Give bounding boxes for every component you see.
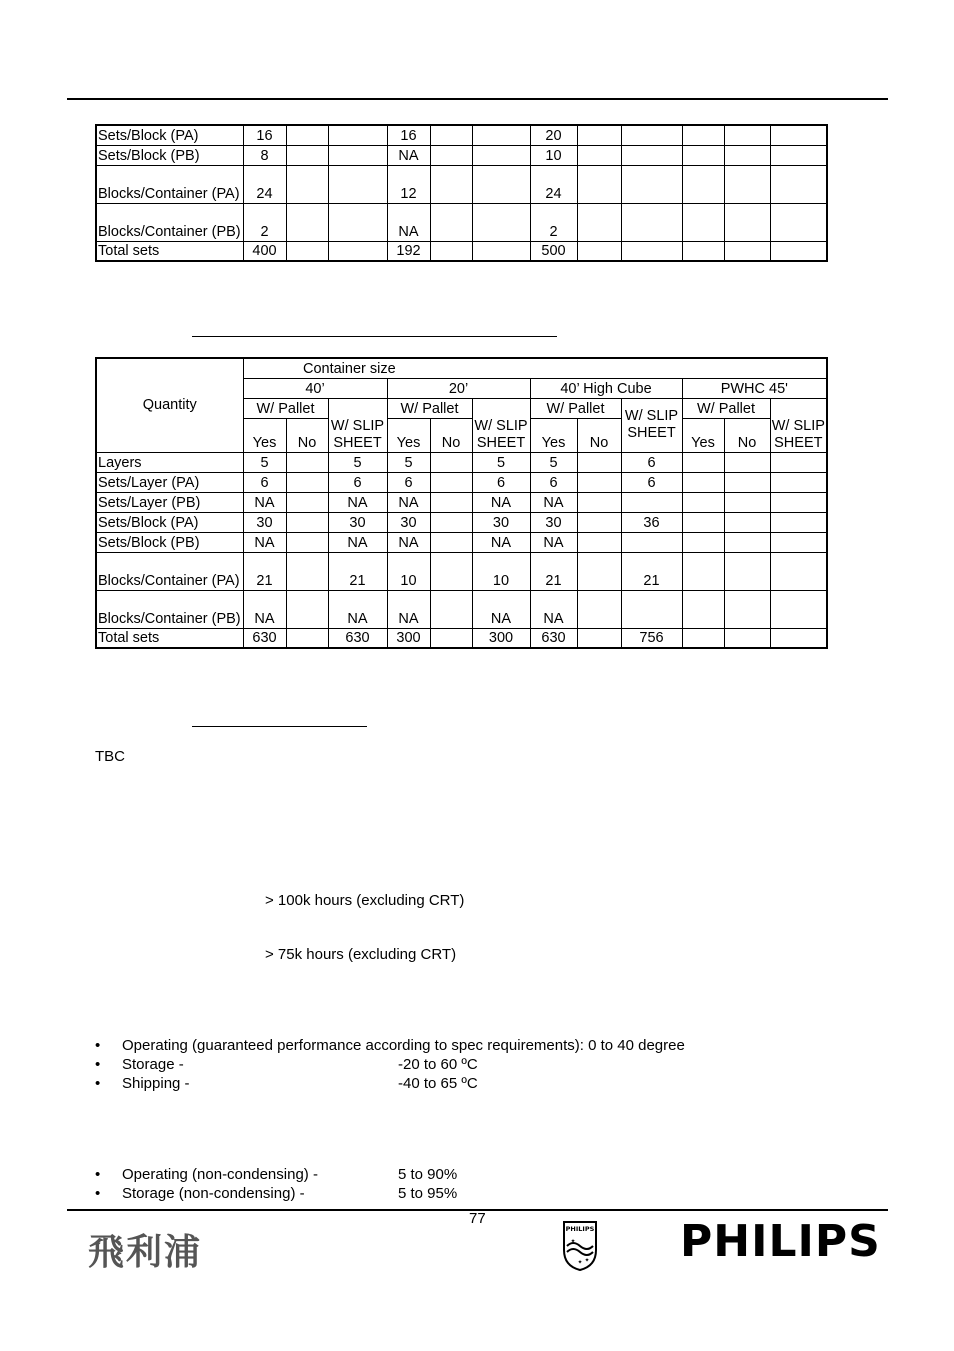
table-cell: 21 <box>530 552 577 590</box>
table-cell <box>770 628 827 648</box>
table-cell: 10 <box>472 552 530 590</box>
w-pallet-header: W/ Pallet <box>530 398 621 418</box>
table-cell <box>577 472 621 492</box>
table-cell: 400 <box>243 241 286 261</box>
table-cell <box>724 241 770 261</box>
table-cell: NA <box>328 532 387 552</box>
table-cell: 12 <box>387 165 430 203</box>
table-cell: NA <box>530 492 577 512</box>
w-slip-header: W/ SLIP SHEET <box>472 398 530 452</box>
bullet-icon: • <box>95 1056 101 1073</box>
philips-wordmark: PHILIPS <box>680 1216 881 1267</box>
table-cell <box>430 492 472 512</box>
w-slip-header: W/ SLIP SHEET <box>770 398 827 452</box>
table-cell <box>682 125 724 145</box>
table-cell <box>770 512 827 532</box>
table-cell <box>682 241 724 261</box>
w-pallet-header: W/ Pallet <box>682 398 770 418</box>
table-cell: 2 <box>530 203 577 241</box>
table-cell <box>577 628 621 648</box>
table-cell <box>577 512 621 532</box>
table-cell <box>770 532 827 552</box>
yes-header: Yes <box>530 418 577 452</box>
table-cell <box>724 452 770 472</box>
table-row <box>96 472 827 492</box>
table-cell <box>286 590 328 628</box>
table-row <box>96 165 827 203</box>
table-cell <box>770 452 827 472</box>
table-cell: NA <box>387 145 430 165</box>
table-cell: 30 <box>243 512 286 532</box>
table-cell <box>770 552 827 590</box>
group-40: 40’ <box>243 378 387 398</box>
philips-chinese-logo: 飛利浦 <box>88 1232 203 1273</box>
table-cell: 8 <box>243 145 286 165</box>
table-row <box>96 552 827 590</box>
table-cell: 630 <box>530 628 577 648</box>
table-cell <box>577 165 621 203</box>
bullet-icon: • <box>95 1185 101 1202</box>
table-cell <box>682 532 724 552</box>
svg-text:✦: ✦ <box>584 1258 590 1264</box>
table-cell: 630 <box>328 628 387 648</box>
table-row <box>96 241 827 261</box>
table-cell: 30 <box>387 512 430 532</box>
tbc-text: TBC <box>95 748 125 765</box>
mtbf-value-1: > 100k hours (excluding CRT) <box>265 892 465 909</box>
table-cell: 21 <box>621 552 682 590</box>
table-row <box>96 125 827 145</box>
table-cell <box>328 203 387 241</box>
table-cell <box>430 590 472 628</box>
table-cell: 5 <box>530 452 577 472</box>
temp-storage-label: Storage - <box>122 1056 184 1073</box>
table-cell <box>682 492 724 512</box>
yes-header: Yes <box>682 418 724 452</box>
table-cell: NA <box>387 590 430 628</box>
table-cell <box>621 492 682 512</box>
table-cell: NA <box>472 532 530 552</box>
philips-shield-icon <box>562 1220 598 1272</box>
table-cell: 30 <box>530 512 577 532</box>
table-cell: 10 <box>530 145 577 165</box>
table-cell: 6 <box>472 472 530 492</box>
table-cell: 6 <box>530 472 577 492</box>
table-cell <box>724 472 770 492</box>
table-cell <box>770 165 827 203</box>
table-cell <box>577 452 621 472</box>
table-cell <box>430 552 472 590</box>
row-label: Sets/Layer (PA) <box>96 472 243 492</box>
section-heading-underline <box>192 336 557 337</box>
quantity-header: Quantity <box>96 358 243 452</box>
table-cell: 500 <box>530 241 577 261</box>
table-cell <box>682 452 724 472</box>
table-cell: 6 <box>243 472 286 492</box>
table-cell: 756 <box>621 628 682 648</box>
temp-storage-value: -20 to 60 ºC <box>398 1056 478 1073</box>
table-cell <box>286 125 328 145</box>
table-cell <box>724 165 770 203</box>
no-header: No <box>577 418 621 452</box>
bullet-icon: • <box>95 1037 101 1054</box>
table-cell: 5 <box>472 452 530 472</box>
table-cell: 30 <box>472 512 530 532</box>
row-label: Blocks/Container (PA) <box>96 552 243 590</box>
table-row <box>96 203 827 241</box>
table-cell: NA <box>387 532 430 552</box>
table-row <box>96 532 827 552</box>
table-row <box>96 590 827 628</box>
table-cell <box>770 241 827 261</box>
table-cell <box>286 552 328 590</box>
table-cell <box>286 532 328 552</box>
no-header: No <box>286 418 328 452</box>
table-cell: 630 <box>243 628 286 648</box>
row-label: Sets/Block (PB) <box>96 145 243 165</box>
table-cell <box>328 145 387 165</box>
table-cell <box>430 472 472 492</box>
table-cell <box>682 472 724 492</box>
table-cell <box>577 532 621 552</box>
table-cell <box>621 590 682 628</box>
table-cell: 36 <box>621 512 682 532</box>
table-cell <box>621 125 682 145</box>
row-label: Layers <box>96 452 243 472</box>
table-cell: NA <box>387 492 430 512</box>
row-label: Blocks/Container (PB) <box>96 590 243 628</box>
row-label: Total sets <box>96 241 243 261</box>
table-cell: NA <box>472 492 530 512</box>
table-cell: 30 <box>328 512 387 532</box>
table-cell <box>286 512 328 532</box>
table-cell <box>472 241 530 261</box>
table-cell <box>724 532 770 552</box>
table-cell <box>724 628 770 648</box>
table-cell: NA <box>243 492 286 512</box>
table-cell <box>621 165 682 203</box>
table-cell <box>724 552 770 590</box>
table-cell: 21 <box>243 552 286 590</box>
table-cell <box>682 165 724 203</box>
table-cell <box>328 125 387 145</box>
table-cell <box>682 203 724 241</box>
table-cell <box>621 203 682 241</box>
table-cell <box>430 241 472 261</box>
table-cell <box>430 628 472 648</box>
table-cell <box>328 165 387 203</box>
table-cell <box>286 165 328 203</box>
table-row <box>96 628 827 648</box>
table-row <box>96 145 827 165</box>
group-pwhc45: PWHC 45' <box>682 378 827 398</box>
table-cell <box>328 241 387 261</box>
svg-text:✦: ✦ <box>577 1260 583 1266</box>
table-cell <box>577 125 621 145</box>
table-cell <box>472 165 530 203</box>
w-pallet-header: W/ Pallet <box>387 398 472 418</box>
table-cell <box>577 203 621 241</box>
table-cell <box>770 492 827 512</box>
table-cell <box>286 241 328 261</box>
table-cell <box>724 492 770 512</box>
table-cell: 10 <box>387 552 430 590</box>
table-cell: 300 <box>387 628 430 648</box>
table-cell <box>770 125 827 145</box>
table-cell <box>430 203 472 241</box>
table-cell <box>472 125 530 145</box>
table-cell: NA <box>243 590 286 628</box>
packing-table-1 <box>95 124 828 262</box>
table-cell <box>430 532 472 552</box>
table-cell <box>430 512 472 532</box>
section-heading-underline <box>192 726 367 727</box>
table-cell: 5 <box>387 452 430 472</box>
svg-text:✦: ✦ <box>570 1239 576 1245</box>
table-cell <box>430 165 472 203</box>
table-cell: NA <box>472 590 530 628</box>
table-cell <box>682 628 724 648</box>
table-cell <box>621 241 682 261</box>
yes-header: Yes <box>243 418 286 452</box>
group-40hc: 40’ High Cube <box>530 378 682 398</box>
table-cell: 6 <box>387 472 430 492</box>
table-cell <box>770 203 827 241</box>
bullet-icon: • <box>95 1166 101 1183</box>
table-cell <box>682 145 724 165</box>
packing-table-2 <box>95 357 828 649</box>
table-cell: 16 <box>243 125 286 145</box>
row-label: Blocks/Container (PA) <box>96 165 243 203</box>
table-cell <box>770 472 827 492</box>
row-label: Blocks/Container (PB) <box>96 203 243 241</box>
no-header: No <box>724 418 770 452</box>
table-cell: NA <box>328 492 387 512</box>
yes-header: Yes <box>387 418 430 452</box>
w-slip-header: W/ SLIP SHEET <box>621 398 682 452</box>
table-cell <box>577 145 621 165</box>
table-cell <box>286 492 328 512</box>
row-label: Total sets <box>96 628 243 648</box>
table-row <box>96 452 827 472</box>
container-size-header: Container size <box>243 358 827 378</box>
w-pallet-header: W/ Pallet <box>243 398 328 418</box>
table-cell: NA <box>387 203 430 241</box>
table-cell <box>682 512 724 532</box>
table-cell: 300 <box>472 628 530 648</box>
table-cell <box>577 492 621 512</box>
table-cell <box>682 552 724 590</box>
bullet-icon: • <box>95 1075 101 1092</box>
table-cell <box>724 125 770 145</box>
humidity-storage-value: 5 to 95% <box>398 1185 458 1202</box>
table-cell <box>286 203 328 241</box>
table-cell <box>770 590 827 628</box>
table-cell <box>724 203 770 241</box>
table-cell: 2 <box>243 203 286 241</box>
humidity-storage-label: Storage (non-condensing) - <box>122 1185 305 1202</box>
table-cell <box>577 590 621 628</box>
row-label: Sets/Layer (PB) <box>96 492 243 512</box>
table-cell: NA <box>243 532 286 552</box>
table-cell: NA <box>530 532 577 552</box>
table-cell <box>577 552 621 590</box>
table-cell: NA <box>530 590 577 628</box>
table-cell <box>286 452 328 472</box>
table-cell: 21 <box>328 552 387 590</box>
page-number: 77 <box>469 1210 486 1227</box>
table-cell: 192 <box>387 241 430 261</box>
table-cell: 20 <box>530 125 577 145</box>
table-cell <box>770 145 827 165</box>
table-cell <box>621 145 682 165</box>
table-cell <box>724 145 770 165</box>
temp-operating: Operating (guaranteed performance according to spec requirements): 0 to 40 degree <box>122 1037 685 1054</box>
table-cell <box>430 125 472 145</box>
svg-text:PHILIPS: PHILIPS <box>565 1225 595 1233</box>
table-cell <box>724 590 770 628</box>
row-label: Sets/Block (PA) <box>96 512 243 532</box>
table-cell: 16 <box>387 125 430 145</box>
humidity-operating-value: 5 to 90% <box>398 1166 458 1183</box>
row-label: Sets/Block (PB) <box>96 532 243 552</box>
table-cell <box>682 590 724 628</box>
header-rule <box>67 98 888 100</box>
table-cell <box>621 532 682 552</box>
table-cell: 6 <box>621 472 682 492</box>
table-cell <box>724 512 770 532</box>
humidity-operating-label: Operating (non-condensing) - <box>122 1166 318 1183</box>
no-header: No <box>430 418 472 452</box>
table-cell <box>286 145 328 165</box>
table-row <box>96 512 827 532</box>
table-cell: 6 <box>621 452 682 472</box>
table-cell <box>577 241 621 261</box>
table-cell <box>472 145 530 165</box>
table-cell: 5 <box>328 452 387 472</box>
table-cell <box>430 145 472 165</box>
table-cell: NA <box>328 590 387 628</box>
table-cell <box>472 203 530 241</box>
temp-shipping-value: -40 to 65 ºC <box>398 1075 478 1092</box>
table-cell: 24 <box>530 165 577 203</box>
table-cell <box>430 452 472 472</box>
row-label: Sets/Block (PA) <box>96 125 243 145</box>
table-cell: 5 <box>243 452 286 472</box>
table-row <box>96 492 827 512</box>
table-cell: 6 <box>328 472 387 492</box>
w-slip-header: W/ SLIP SHEET <box>328 398 387 452</box>
group-20: 20’ <box>387 378 530 398</box>
table-cell <box>286 628 328 648</box>
temp-shipping-label: Shipping - <box>122 1075 190 1092</box>
mtbf-value-2: > 75k hours (excluding CRT) <box>265 946 457 963</box>
table-cell <box>286 472 328 492</box>
table-cell: 24 <box>243 165 286 203</box>
